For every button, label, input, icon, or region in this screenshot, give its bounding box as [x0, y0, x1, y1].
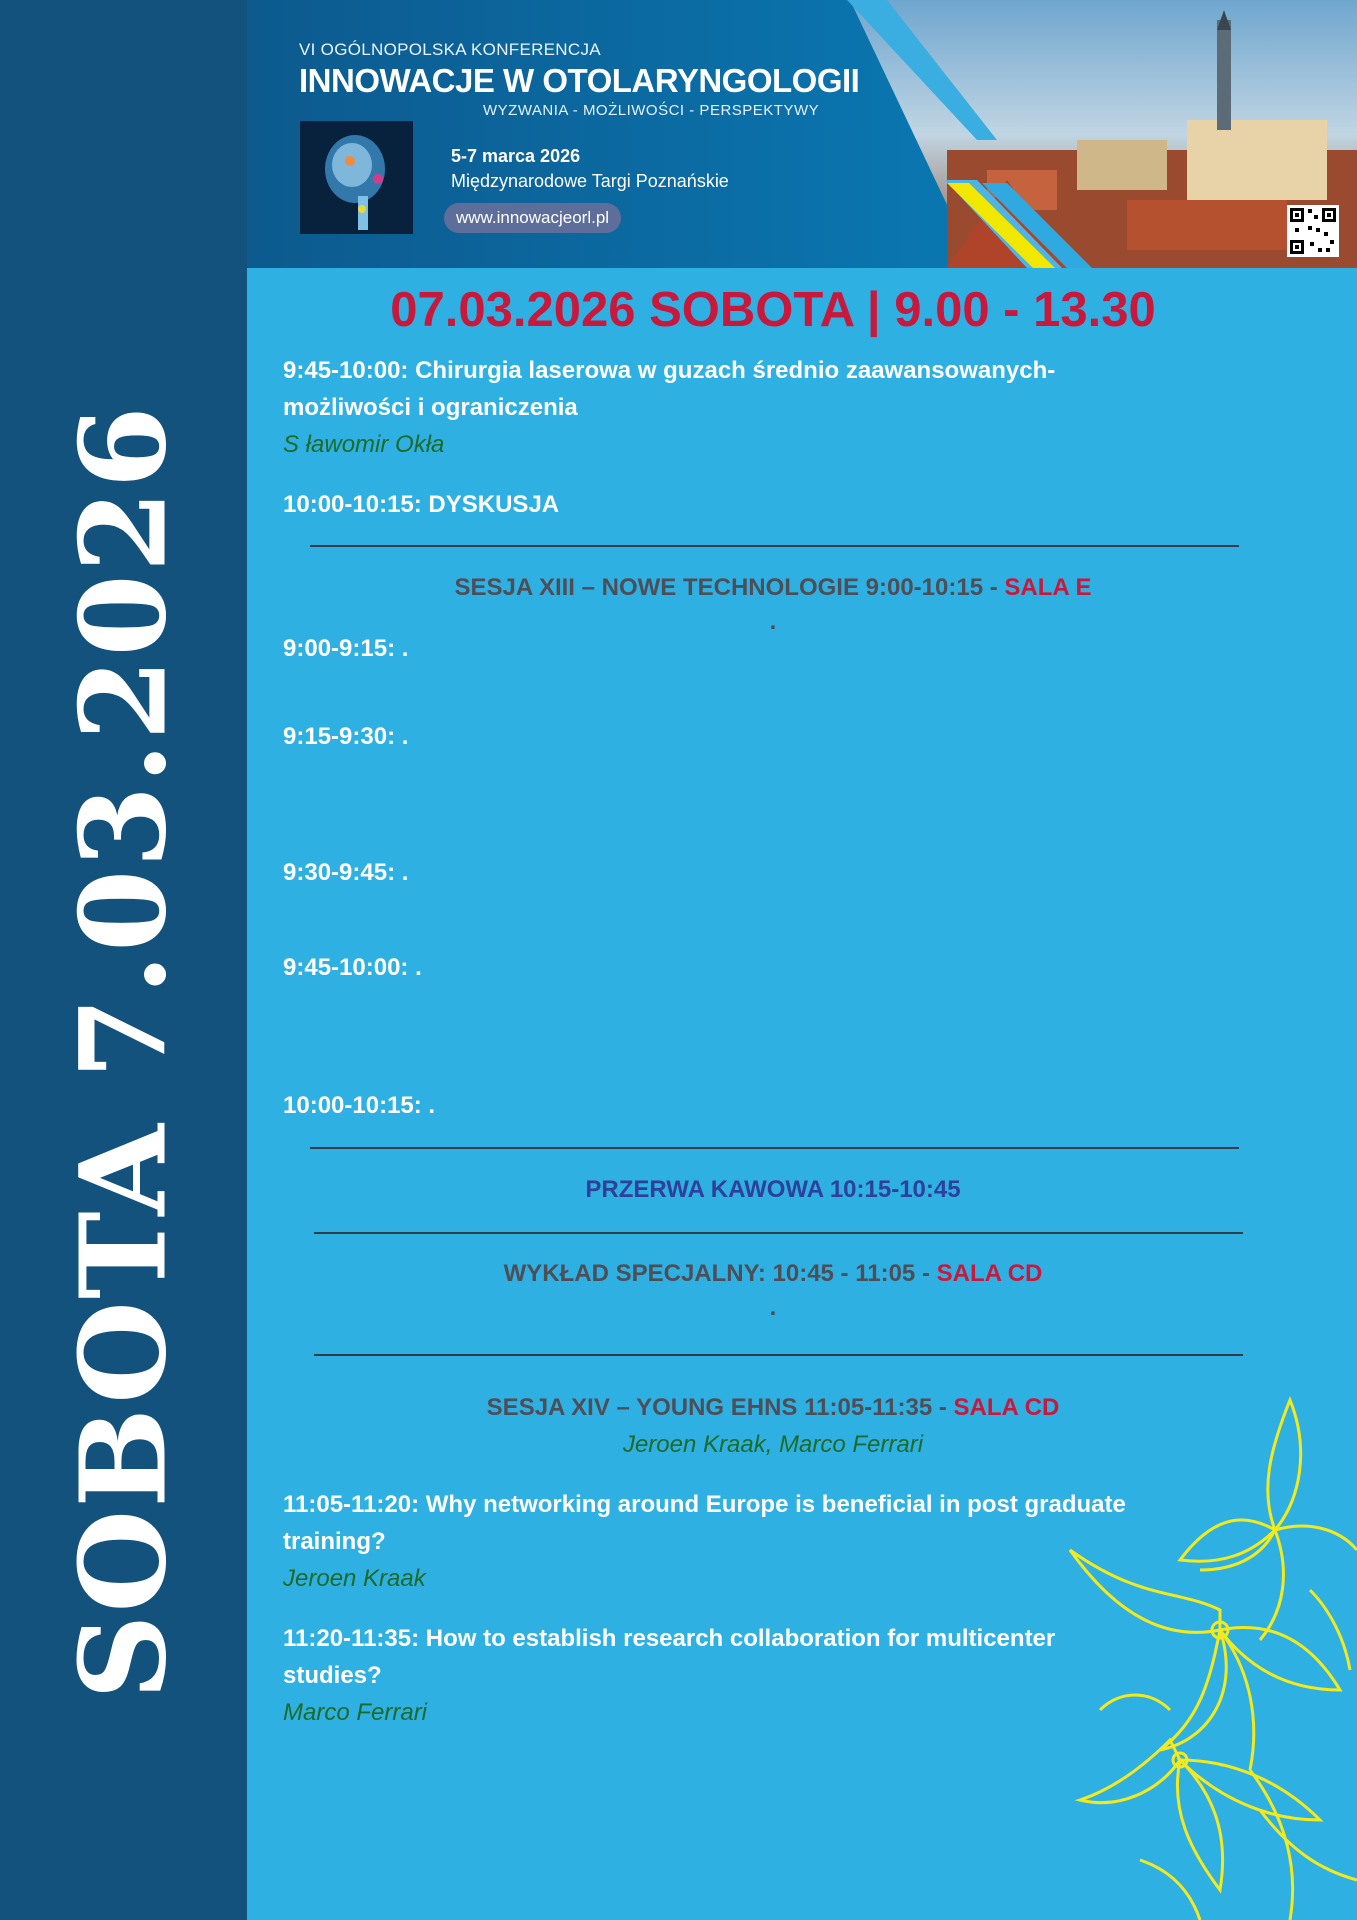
- session-13-item: 9:15-9:30: .: [283, 723, 409, 750]
- session-14-item-title-cont: studies?: [283, 1662, 382, 1689]
- banner-venue: Międzynarodowe Targi Poznańskie: [451, 171, 729, 191]
- agenda-item-title-cont: możliwości i ograniczenia: [283, 394, 578, 421]
- session-13-item: 9:45-10:00: .: [283, 954, 422, 981]
- special-lecture-title: WYKŁAD SPECJALNY: 10:45 - 11:05 - SALA CD: [503, 1260, 1043, 1287]
- session-13-item: 10:00-10:15: .: [283, 1092, 436, 1119]
- agenda-item-discussion: 10:00-10:15: DYSKUSJA: [283, 491, 560, 518]
- conference-banner: [247, 0, 1357, 268]
- session-14-item-title: 11:05-11:20: Why networking around Europe is beneficial in post graduate: [283, 1491, 1126, 1518]
- session-13-title: SESJA XIII – NOWE TECHNOLOGIE 9:00-10:15 - SALA E: [454, 574, 1092, 601]
- special-lecture-room: SALA CD: [936, 1260, 1043, 1287]
- session-14-item-author: Marco Ferrari: [283, 1699, 428, 1726]
- session-14-room: SALA CD: [953, 1394, 1060, 1421]
- session-14-item-author: Jeroen Kraak: [283, 1565, 426, 1592]
- banner-tagline: WYZWANIA - MOŻLIWOŚCI - PERSPEKTYWY: [483, 102, 820, 119]
- session-14-chairs: Jeroen Kraak, Marco Ferrari: [622, 1431, 924, 1458]
- session-14-item-title-cont: training?: [283, 1528, 386, 1555]
- divider: [314, 1354, 1243, 1356]
- divider: [310, 1147, 1239, 1149]
- session-13-item: 9:30-9:45: .: [283, 859, 409, 886]
- qr-code-icon: [1287, 205, 1339, 257]
- divider: [314, 1232, 1243, 1234]
- agenda-item-author: S ławomir Okła: [283, 431, 445, 458]
- divider: [310, 545, 1239, 547]
- banner-date: 5-7 marca 2026: [451, 146, 581, 166]
- session-14-item-title: 11:20-11:35: How to establish research collaboration for multicenter: [283, 1625, 1056, 1652]
- session-13-room: SALA E: [1004, 574, 1092, 601]
- special-lecture-speaker: .: [769, 1294, 777, 1321]
- agenda-item-title: 9:45-10:00: Chirurgia laserowa w guzach średnio zaawansowanych-: [283, 357, 1056, 384]
- session-14-title: SESJA XIV – YOUNG EHNS 11:05-11:35 - SALA CD: [486, 1394, 1060, 1421]
- banner-subtitle: VI OGÓLNOPOLSKA KONFERENCJA: [299, 40, 601, 59]
- coffee-break: PRZERWA KAWOWA 10:15-10:45: [585, 1176, 961, 1203]
- banner-url-link[interactable]: www.innowacjeorl.pl: [444, 203, 621, 233]
- day-heading: 07.03.2026 SOBOTA | 9.00 - 13.30: [390, 283, 1156, 337]
- session-13-item: 9:00-9:15: .: [283, 635, 409, 662]
- head-xray-thumbnail: [300, 121, 413, 234]
- session-13-chairs: .: [769, 608, 777, 635]
- sidebar-day-label: SOBOTA 7.03.2026: [53, 404, 193, 1700]
- banner-title: INNOWACJE W OTOLARYNGOLOGII: [299, 62, 860, 99]
- sidebar-band: [0, 0, 247, 1920]
